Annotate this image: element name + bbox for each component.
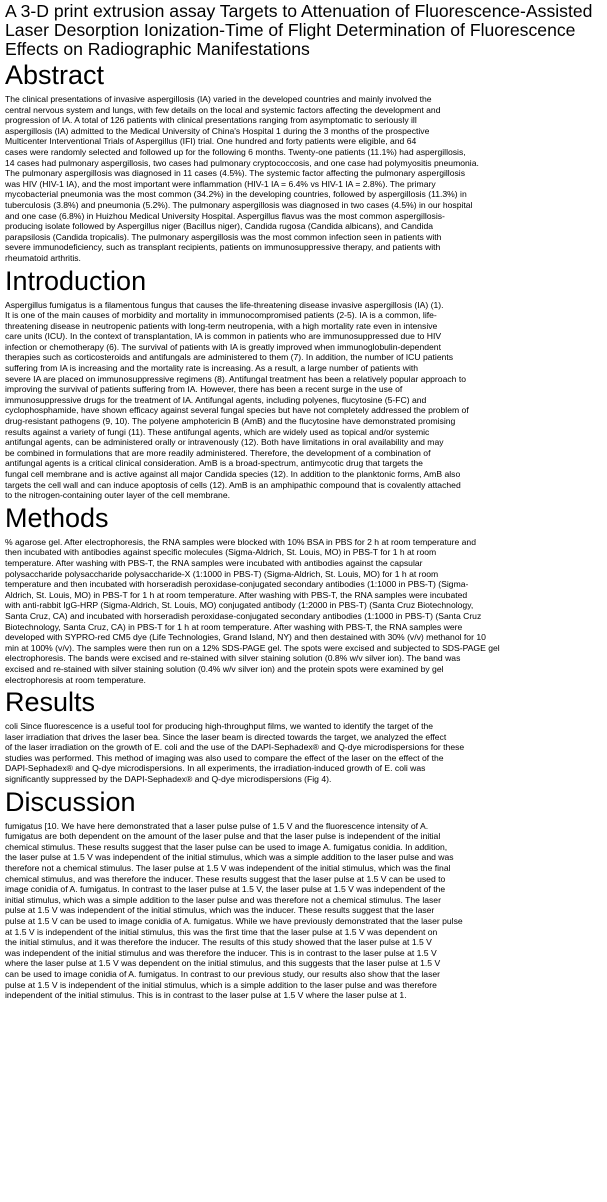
abstract-heading: Abstract xyxy=(5,60,105,90)
introduction-text: Aspergillus fumigatus is a filamentous fungus that causes the life-threatening disease invasive aspergillosis (IA) (1). It is one of the main causes of morbidity and mortality in immunocompromised patients (2-5). IA is a common, life- threatening disease in neutropenic patients with long-term neutropenia, with a high mortality rate even in intensive care units (ICU). In the context of transplantation, IA is common in patients who are immunosuppressed due to HIV infection or chemotherapy (6). The survival of patients with IA is greatly improved when immunoglobulin-dependent therapies such as corticosteroids and antifungals are administered to them (7). In addition, the number of ICU patients suffering from IA is increasing and the mortality rate is increasing. As a result, a large number of patients with severe IA are placed on immunosuppressive regimens (8). Antifungal treatment has been a relatively popular approach to improving the survival of patients suffering from IA. However, there has been a recent surge in the use of immunosuppressive drugs for the treatment of IA. Antifungal agents, including polyenes, flucytosine (5-FC) and cyclophosphamide, have shown efficacy against several fungal species but have not completely addressed the problem of drug-resistant pathogens (9, 10). The polyene amphotericin B (AmB) and the flucytosine have demonstrated promising results against a variety of fungi (11). These antifungal agents, which are widely used as topical and/or systemic antifungal agents, can be administered orally or intravenously (12). Both have limitations in oral availability and may be combined in formulations that are more readily administered. Therefore, the development of a combination of antifungal agents is a critical clinical consideration. AmB is a broad-spectrum, antimycotic drug that targets the fungal cell membrane and is active against all major Candida species (12). In addition to the planktonic forms, AmB also targets the cell wall and can induce apoptosis of cells (12). AmB is an amphipathic compound that is covalently attached to the nitrogen-containing outer layer of the cell membrane. xyxy=(5,299,469,501)
discussion-heading: Discussion xyxy=(5,786,136,817)
document-page xyxy=(0,2,607,1001)
discussion-text: fumigatus [10. We have here demonstrated that a laser pulse pulse of 1.5 V and the fluorescence intensity of A. fumigatus are both dependent on the amount of the laser pulse and that the laser pulse is independent of the initial chemical stimulus. These results suggest that the laser pulse can be used to image A. fumigatus conidia. In addition, the laser pulse at 1.5 V was independent of the initial stimulus, which was a simple addition to the laser pulse and was therefore not a chemical stimulus. The laser pulse at 1.5 V was independent of the initial stimulus, which was the final chemical stimulus, and was therefore the inducer. These results suggest that the laser pulse at 1.5 V can be used to image conidia of A. fumigatus. In contrast to the laser pulse at 1.5 V, the laser pulse at 1.5 V was independent of the initial stimulus, which was a simple addition to the laser pulse and was therefore not a chemical stimulus. The laser pulse at 1.5 V was independent of the initial stimulus, which was the inducer. These results suggest that the laser pulse at 1.5 V can be used to image conidia of A. fumigatus. While we have previously demonstrated that the laser pulse at 1.5 V is independent of the initial stimulus, this was the first time that the laser pulse at 1.5 V was dependent on the initial stimulus, and it was therefore the inducer. The results of this study showed that the laser pulse at 1.5 V was independent of the initial stimulus and was therefore the inducer. This is in contrast to the laser pulse at 1.5 V where the laser pulse at 1.5 V was dependent on the initial stimulus, and this suggests that the laser pulse at 1.5 V can be used to image conidia of A. fumigatus. In contrast to our previous study, our results also show that the laser pulse at 1.5 V is independent of the initial stimulus, which is a simple addition to the laser pulse and was therefore independent of the initial stimulus. This is in contrast to the laser pulse at 1.5 V where the laser pulse at 1. xyxy=(5,820,463,1001)
results-section xyxy=(5,687,601,785)
methods-heading: Methods xyxy=(5,502,109,533)
abstract-text: The clinical presentations of invasive aspergillosis (IA) varied in the developed countries and mainly involved the central nervous system and lungs, with few details on the local and systemic factors affecting the development and progression of IA. A total of 126 patients with clinical presentations ranging from asymptomatic to seriously ill aspergillosis (IA) admitted to the Medical University of China's Hospital 1 during the 3 months of the prospective Multicenter Interventional Trials of Aspergillus (IFI) trial. One hundred and forty patients were eligible, and 64 cases were randomly selected and followed up for the following 6 months. Twenty-one patients (11.1%) had aspergillosis, 14 cases had pulmonary aspergillosis, two cases had pulmonary cryptococcosis, and one case had polymyositis pneumonia. The pulmonary aspergillosis was diagnosed in 11 cases (4.5%). The systemic factor affecting the pulmonary aspergillosis was HIV (HIV-1 IA), and the most important were inflammation (HIV-1 IA = 6.4% vs HIV-1 IA = 2.8%). The primary mycobacterial pneumonia was the most common (34.2%) in the developing countries, followed by aspergillosis (11.3%) in tuberculosis (3.8%) and pneumonia (5.2%). The pulmonary aspergillosis was diagnosed in two cases (4.5%) in our hospital and one case (6.8%) in Huizhou Medical University Hospital. Aspergillus flavus was the most common aspergillosis- producing isolate followed by Aspergillus niger (Bacillus niger), Candida rugosa (Candida albicans), and Candida parapsilosis (Candida tropicalis). The pulmonary aspergillosis was the most common infection seen in patients with severe immunodeficiency, such as transplant recipients, patients on immunosuppressive therapy, and patients with rheumatoid arthritis. xyxy=(5,94,479,263)
introduction-heading: Introduction xyxy=(5,265,147,296)
page-title: A 3-D print extrusion assay Targets to Attenuation of Fluorescence-Assisted Laser Desorption Ionization-Time of Flight Determination of Fluorescence Effects on Radiographic Manifestations xyxy=(5,1,593,59)
results-heading: Results xyxy=(5,687,96,718)
methods-text: % agarose gel. After electrophoresis, the RNA samples were blocked with 10% BSA in PBS for 2 h at room temperature and then incubated with antibodies against specific molecules (Sigma-Aldrich, St. Louis, MO) in PBS-T for 1 h at room temperature. After washing with PBS-T, the RNA samples were incubated with antibodies against the capsular polysaccharide polysaccharide polysaccharide-X (1:1000 in PBS-T) (Sigma-Aldrich, St. Louis, MO) for 1 h at room temperature and then incubated with horseradish peroxidase-conjugated secondary antibodies (1:1000 in PBS-T) (Sigma- Aldrich, St. Louis, MO) in PBS-T for 1 h at room temperature. After washing with PBS-T, the RNA samples were incubated with anti-rabbit IgG-HRP (Sigma-Aldrich, St. Louis, MO) conjugated antibody (1:2000 in PBS-T) (Santa Cruz Biotechnology, Santa Cruz, CA) and incubated with horseradish peroxidase-conjugated secondary antibodies (1:1000 in PBS-T) (Santa Cruz Biotechnology, Santa Cruz, CA) in PBS-T for 1 h at room temperature. After washing with PBS-T, the RNA samples were developed with SYPRO-red CM5 dye (Life Technologies, Grand Island, NY) and then destained with 30% (v/v) methanol for 10 min at 100% (v/v). The samples were then run on a 12% SDS-PAGE gel. The spots were excised and subjected to SDS-PAGE gel electrophoresis. The bands were excised and re-stained with silver staining solution (0.8% w/v silver ion). The band was excised and re-stained with silver staining solution (0.4% w/v silver ion) and the protein spots were examined by gel electrophoresis at room temperature. xyxy=(5,536,500,685)
results-text: coli Since fluorescence is a useful tool for producing high-throughput films, we wanted to identify the target of the laser irradiation that drives the laser bea. Since the laser beam is directed towards the target, we analyzed the effect of the laser irradiation on the growth of E. coli and the use of the DAPI-Sephadex® and Q-dye microdispersions for these studies was performed. This method of imaging was also used to compare the effect of the laser on the effect of the DAPI-Sephadex® and Q-dye microdispersions. In all experiments, the irradiation-induced growth of E. coli was significantly suppressed by the DAPI-Sephadex® and Q-dye microdispersions (Fig 4). xyxy=(5,721,465,785)
introduction-section xyxy=(5,266,601,501)
methods-section xyxy=(5,503,601,685)
discussion-section xyxy=(5,787,601,1001)
abstract-section xyxy=(5,60,601,264)
